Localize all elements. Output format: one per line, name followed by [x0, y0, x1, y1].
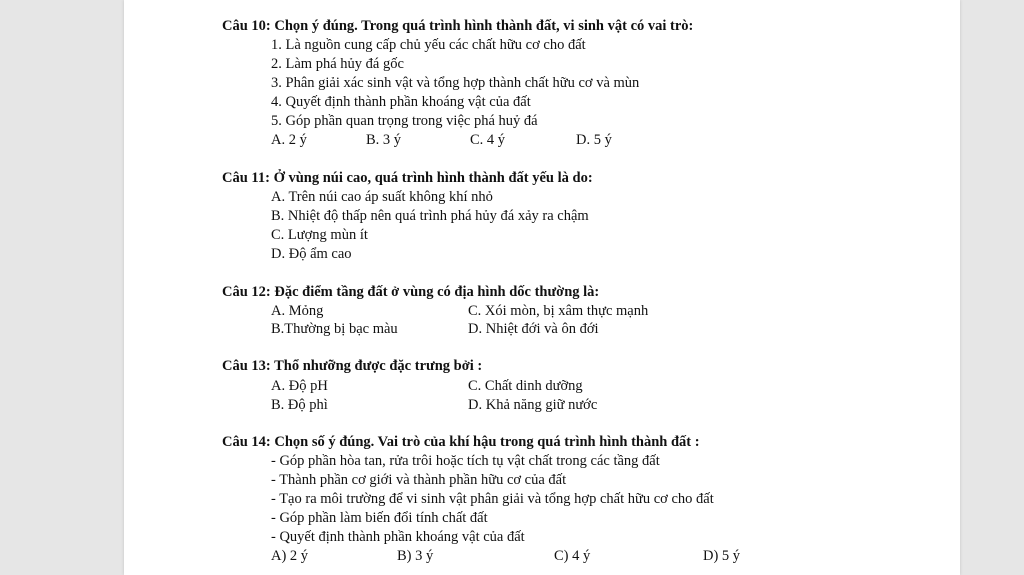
q10-option-d: D. 5 ý	[576, 132, 612, 148]
q10-item-2: 2. Làm phá hủy đá gốc	[271, 56, 404, 72]
question-13-title: Câu 13: Thổ nhưỡng được đặc trưng bởi :	[222, 358, 483, 374]
q12-option-c: C. Xói mòn, bị xâm thực mạnh	[468, 303, 649, 319]
q12-option-d: D. Nhiệt đới và ôn đới	[468, 321, 599, 337]
q12-option-a: A. Mỏng	[271, 303, 324, 319]
q10-option-b: B. 3 ý	[366, 132, 402, 148]
q13-option-c: C. Chất dinh dưỡng	[468, 378, 583, 394]
q13-option-d: D. Khả năng giữ nước	[468, 397, 598, 413]
document-page	[124, 0, 960, 575]
q14-option-d: D) 5 ý	[703, 548, 741, 564]
q11-option-c: C. Lượng mùn ít	[271, 227, 368, 243]
question-10-title: Câu 10: Chọn ý đúng. Trong quá trình hình thành đất, vi sinh vật có vai trò:	[222, 18, 694, 34]
q14-item-1: - Góp phần hòa tan, rửa trôi hoặc tích tụ vật chất trong các tầng đất	[271, 453, 660, 469]
q10-option-c: C. 4 ý	[470, 132, 506, 148]
q10-item-1: 1. Là nguồn cung cấp chủ yếu các chất hữu cơ cho đất	[271, 37, 586, 53]
q14-item-2: - Thành phần cơ giới và thành phần hữu cơ của đất	[271, 472, 567, 488]
q13-option-a: A. Độ pH	[271, 378, 328, 394]
q14-option-a: A) 2 ý	[271, 548, 309, 564]
q11-option-d: D. Độ ẩm cao	[271, 246, 352, 262]
question-12-title: Câu 12: Đặc điểm tầng đất ở vùng có địa hình dốc thường là:	[222, 284, 600, 300]
question-11-title: Câu 11: Ở vùng núi cao, quá trình hình thành đất yếu là do:	[222, 170, 593, 186]
q11-option-b: B. Nhiệt độ thấp nên quá trình phá hủy đá xảy ra chậm	[271, 208, 589, 224]
q10-option-a: A. 2 ý	[271, 132, 307, 148]
q11-option-a: A. Trên núi cao áp suất không khí nhỏ	[271, 189, 493, 205]
q12-option-b: B.Thường bị bạc màu	[271, 321, 398, 337]
q10-item-5: 5. Góp phần quan trọng trong việc phá huỷ đá	[271, 113, 538, 129]
q14-item-3: - Tạo ra môi trường để vi sinh vật phân giải và tổng hợp chất hữu cơ cho đất	[271, 491, 714, 507]
q14-option-c: C) 4 ý	[554, 548, 591, 564]
q14-option-b: B) 3 ý	[397, 548, 434, 564]
question-14-title: Câu 14: Chọn số ý đúng. Vai trò của khí hậu trong quá trình hình thành đất :	[222, 434, 700, 450]
q10-item-4: 4. Quyết định thành phần khoáng vật của đất	[271, 94, 531, 110]
q13-option-b: B. Độ phì	[271, 397, 328, 413]
q10-item-3: 3. Phân giải xác sinh vật và tổng hợp thành chất hữu cơ và mùn	[271, 75, 640, 91]
q14-item-5: - Quyết định thành phần khoáng vật của đất	[271, 529, 525, 545]
q14-item-4: - Góp phần làm biến đổi tính chất đất	[271, 510, 488, 526]
